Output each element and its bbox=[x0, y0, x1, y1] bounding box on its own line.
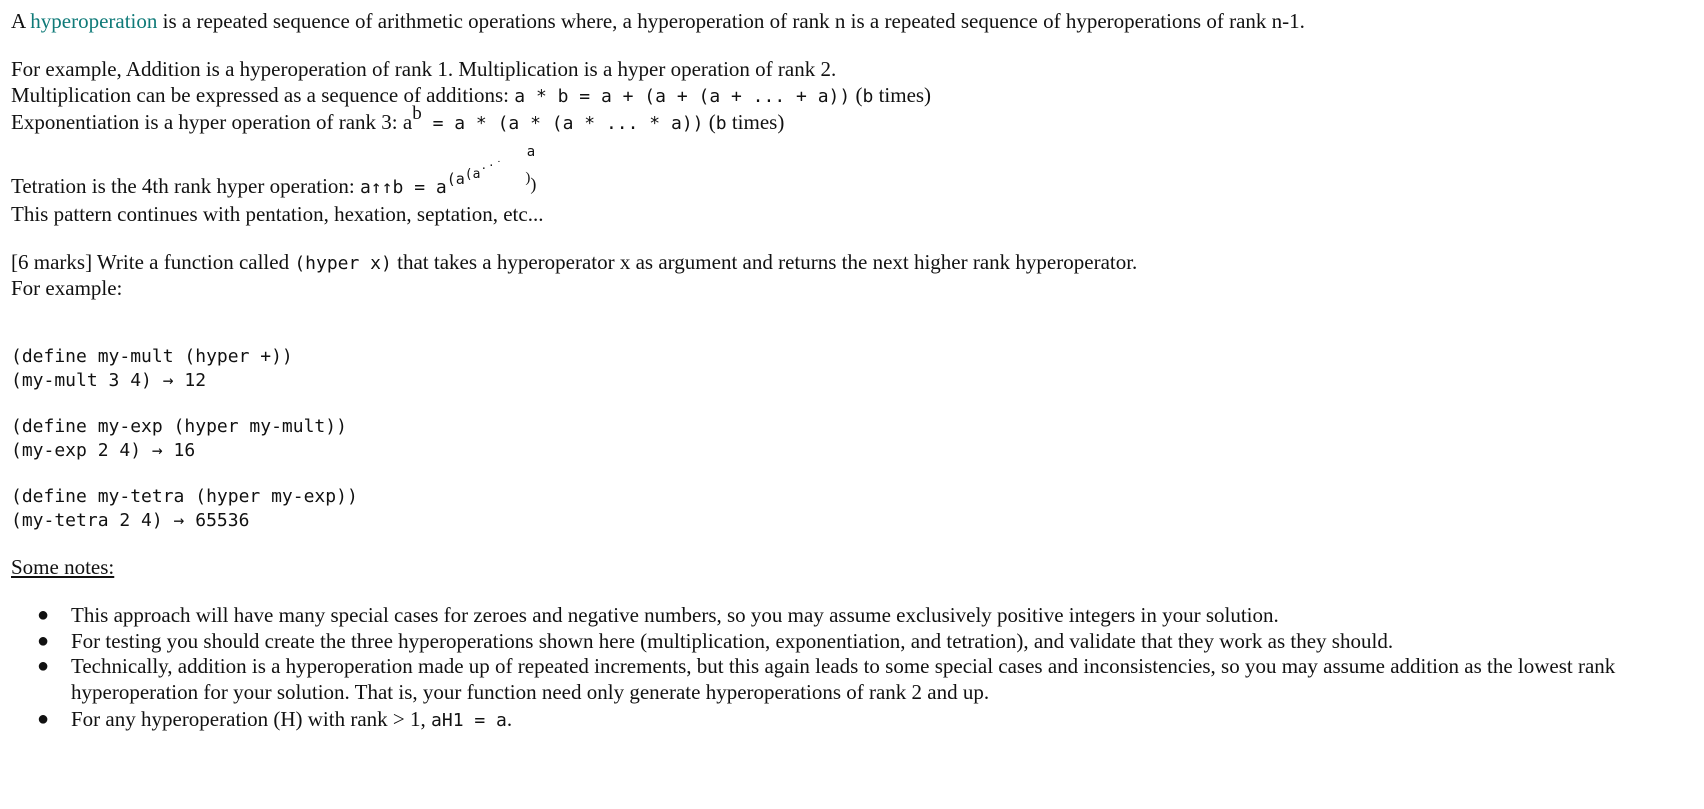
code-block-tetra bbox=[11, 485, 358, 533]
for-example-line: For example: bbox=[11, 276, 123, 300]
example-line-addition: For example, Addition is a hyperoperation of rank 1. Multiplication is a hyper operation of rank 2. bbox=[11, 57, 837, 81]
exp-code: = a * (a * (a * ... * a)) bbox=[421, 113, 704, 134]
list-item bbox=[11, 627, 1701, 655]
tower-inner-close: ) bbox=[525, 170, 531, 186]
tetration-text: Tetration is the 4th rank hyper operation: bbox=[11, 174, 361, 198]
tower-level-1: (a bbox=[446, 170, 465, 188]
example-line-multiplication bbox=[11, 82, 931, 110]
hyperoperation-link[interactable]: hyperoperation bbox=[30, 9, 158, 33]
code-line: (define my-tetra (hyper my-exp)) bbox=[11, 486, 358, 507]
example-line-exponentiation bbox=[11, 103, 785, 137]
list-item bbox=[11, 705, 1701, 735]
tetration-tower bbox=[446, 144, 537, 203]
note-text: Technically, addition is a hyperoperation made up of repeated increments, but this again leads to some special cases and inconsistencies, so you may assume addition as the lowest rank hyperoperation for your solution. That is, your function need only generate hyperoperations of rank 2 and up. bbox=[71, 654, 1616, 704]
bullet-icon: ● bbox=[37, 708, 50, 730]
task-code: (hyper x) bbox=[294, 253, 392, 274]
exp-b: b bbox=[715, 113, 727, 134]
code-line: (my-mult 3 4) → 12 bbox=[11, 370, 207, 391]
intro-prefix: A bbox=[11, 9, 31, 33]
bullet-icon: ● bbox=[37, 604, 50, 626]
exp-superscript: b bbox=[412, 103, 422, 124]
tower-dots: .·˙ bbox=[480, 159, 504, 172]
tower-top: a bbox=[526, 144, 536, 160]
bullet-icon: ● bbox=[37, 655, 50, 677]
note-text: This approach will have many special cases for zeroes and negative numbers, so you may assume exclusively positive integers in your solution. bbox=[71, 603, 1279, 627]
mult-paren: ( bbox=[850, 83, 863, 107]
exp-text: Exponentiation is a hyper operation of rank 3: bbox=[11, 110, 403, 134]
task-line bbox=[11, 249, 1137, 277]
mult-text: Multiplication can be expressed as a sequence of additions: bbox=[11, 83, 515, 107]
list-item bbox=[11, 601, 1701, 629]
notes-title: Some notes: bbox=[11, 555, 115, 579]
note-text: For testing you should create the three hyperoperations shown here (multiplication, exponentiation, and tetration), and validate that they work as they should. bbox=[71, 629, 1394, 653]
note-suffix: . bbox=[506, 707, 513, 731]
code-line: (define my-exp (hyper my-mult)) bbox=[11, 416, 347, 437]
bullet-icon: ● bbox=[37, 630, 50, 652]
tetration-code: a↑↑b = a bbox=[360, 177, 447, 198]
code-block-mult bbox=[11, 345, 293, 393]
list-item bbox=[11, 653, 1701, 705]
code-line: (my-tetra 2 4) → 65536 bbox=[11, 510, 250, 531]
notes-list bbox=[11, 601, 1701, 735]
note-code: aH1 = a bbox=[431, 710, 507, 731]
example-line-tetration bbox=[11, 144, 537, 203]
tower-outer-close: ) bbox=[530, 174, 537, 194]
intro-paragraph bbox=[11, 8, 1305, 34]
note-prefix: For any hyperoperation (H) with rank > 1, bbox=[71, 707, 432, 731]
code-block-exp bbox=[11, 415, 347, 463]
code-line: (define my-mult (hyper +)) bbox=[11, 346, 293, 367]
exp-base: a bbox=[402, 110, 413, 134]
task-prefix: [6 marks] Write a function called bbox=[11, 250, 295, 274]
mult-b: b bbox=[862, 86, 874, 107]
code-line: (my-exp 2 4) → 16 bbox=[11, 440, 196, 461]
exp-tail: times) bbox=[726, 110, 785, 134]
exp-paren: ( bbox=[703, 110, 716, 134]
tower-level-2: (a bbox=[464, 167, 481, 182]
intro-suffix: is a repeated sequence of arithmetic operations where, a hyperoperation of rank n is a repeated sequence of hyperoperations of rank n-1. bbox=[157, 9, 1305, 33]
mult-code: a * b = a + (a + (a + ... + a)) bbox=[514, 86, 851, 107]
task-suffix: that takes a hyperoperator x as argument and returns the next higher rank hyperoperator. bbox=[391, 250, 1138, 274]
pattern-line: This pattern continues with pentation, hexation, septation, etc... bbox=[11, 202, 544, 226]
mult-tail: times) bbox=[873, 83, 932, 107]
